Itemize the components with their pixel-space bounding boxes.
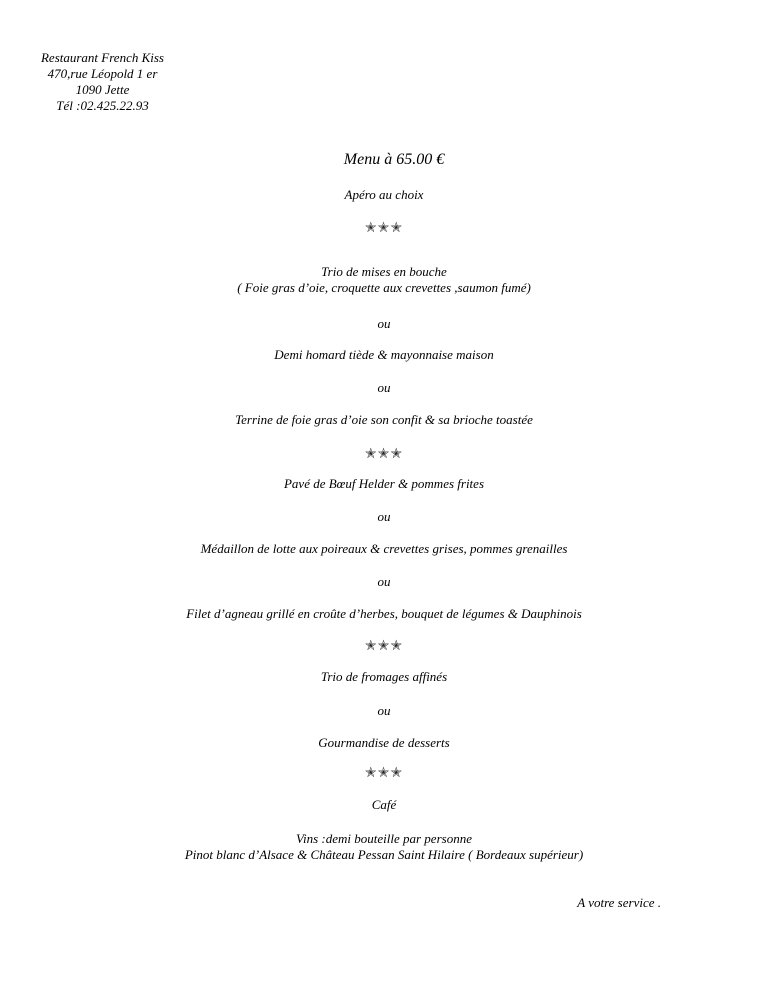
- coffee: Café: [371, 797, 397, 812]
- aperitif: Apéro au choix: [344, 187, 424, 202]
- menu-title: Menu à 65.00 €: [343, 151, 445, 168]
- starter-option-3: Terrine de foie gras d’oie son confit & sa brioche toastée: [235, 412, 533, 427]
- stars-icon: ✭✭✭: [364, 639, 404, 654]
- restaurant-street: 470,rue Léopold 1 er: [47, 66, 158, 81]
- wines-line-2: Pinot blanc d’Alsace & Château Pessan Saint Hilaire ( Bordeaux supérieur): [184, 847, 584, 862]
- stars-icon: ✭✭✭: [364, 221, 404, 236]
- star-separator-1: [0, 221, 768, 237]
- dessert-option-2: Gourmandise de desserts: [318, 735, 450, 750]
- starter-or-1: ou: [377, 316, 391, 331]
- starter-option-1-detail: ( Foie gras d’oie, croquette aux crevettes ,saumon fumé): [237, 280, 531, 295]
- wines-line-1: Vins :demi bouteille par personne: [296, 831, 472, 846]
- main-or-2: ou: [377, 574, 391, 589]
- main-option-1: Pavé de Bœuf Helder & pommes frites: [283, 476, 484, 491]
- starter-or-2: ou: [377, 380, 391, 395]
- main-option-3: Filet d’agneau grillé en croûte d’herbes, bouquet de légumes & Dauphinois: [186, 606, 582, 621]
- star-separator-4: [0, 766, 768, 782]
- main-or-1: ou: [377, 509, 391, 524]
- stars-icon: ✭✭✭: [364, 766, 404, 781]
- star-separator-2: [0, 447, 768, 463]
- restaurant-name: Restaurant French Kiss: [40, 50, 164, 65]
- dessert-or-1: ou: [377, 703, 391, 718]
- starter-option-1-title: Trio de mises en bouche: [321, 264, 447, 279]
- main-option-2: Médaillon de lotte aux poireaux & crevettes grises, pommes grenailles: [200, 541, 568, 556]
- dessert-option-1: Trio de fromages affinés: [320, 669, 448, 684]
- star-separator-3: [0, 639, 768, 655]
- restaurant-city: 1090 Jette: [75, 82, 130, 97]
- restaurant-phone: Tél :02.425.22.93: [56, 98, 149, 113]
- stars-icon: ✭✭✭: [364, 447, 404, 462]
- starter-option-2: Demi homard tiède & mayonnaise maison: [274, 347, 494, 362]
- signoff: A votre service .: [577, 895, 661, 910]
